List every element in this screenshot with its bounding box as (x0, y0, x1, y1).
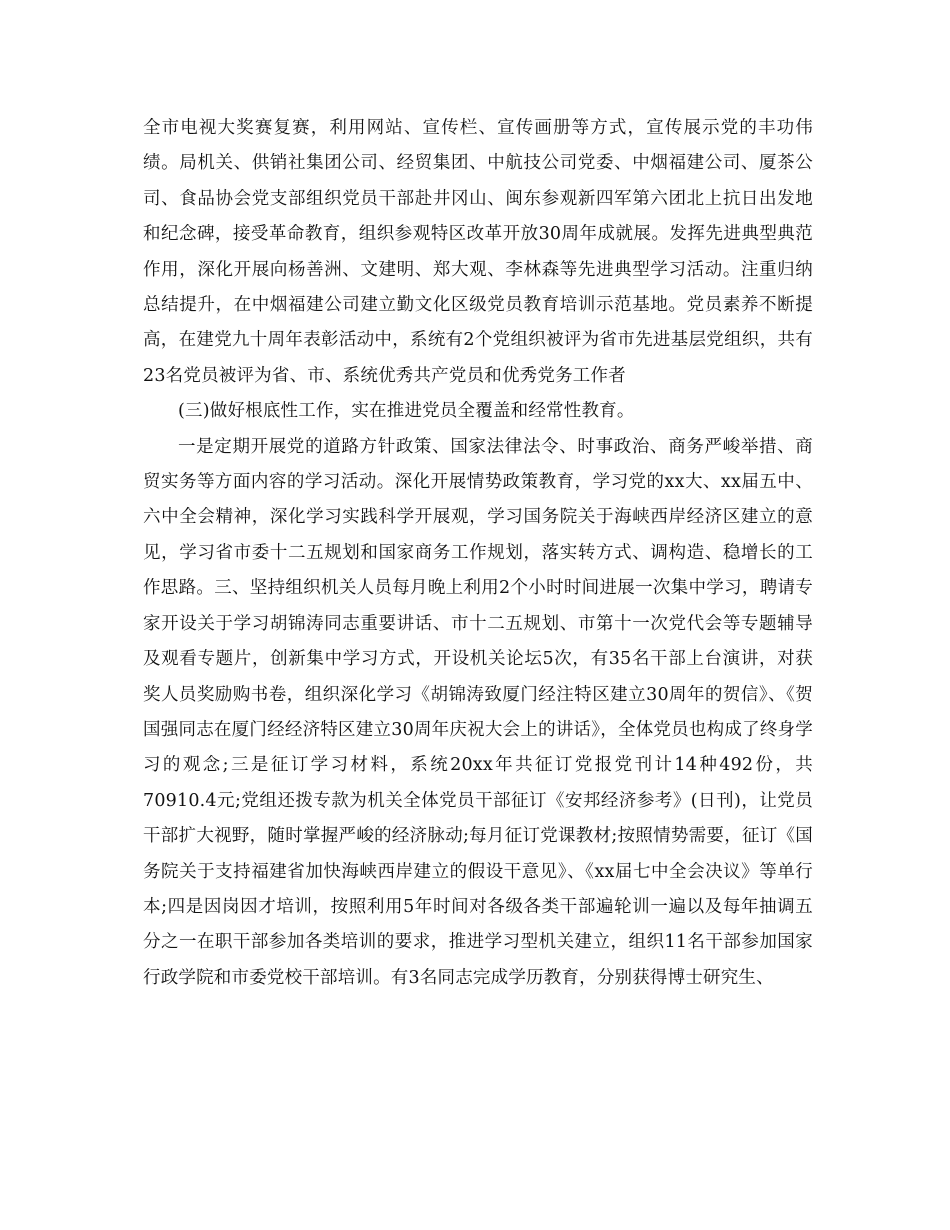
document-body (143, 111, 813, 996)
paragraph-section-heading: (三)做好根底性工作，实在推进党员全覆盖和经常性教育。 (178, 401, 635, 422)
paragraph-body: 一是定期开展党的道路方针政策、国家法律法令、时事政治、商务严峻举措、商贸实务等方面内容的学习活动。深化开展情势政策教育，学习党的xx大、xx届五中、六中全会精神，深化学习实践科学开展观，学习国务院关于海峡西岸经济区建立的意见，学习省市委十二五规划和国家商务工作规划，落实转方式、调构造、稳增长的工作思路。三、坚持组织机关人员每月晚上利用2个小时时间进展一次集中学习，聘请专家开设关于学习胡锦涛同志重要讲话、市十二五规划、市第十一次党代会等专题辅导及观看专题片，创新集中学习方式，开设机关论坛5次，有35名干部上台演讲，对获奖人员奖励购书卷，组织深化学习《胡锦涛致厦门经注特区建立30周年的贺信》、《贺国强同志在厦门经经济特区建立30周年庆祝大会上的讲话》，全体党员也构成了终身学习的观念;三是征订学习材料，系统20xx年共征订党报党刊计14种492份，共70910.4元;党组还拨专款为机关全体党员干部征订《安邦经济参考》(日刊)，让党员干部扩大视野，随时掌握严峻的经济脉动;每月征订党课教材;按照情势需要，征订《国务院关于支持福建省加快海峡西岸建立的假设干意见》、《xx届七中全会决议》等单行本;四是因岗因才培训，按照利用5年时间对各级各类干部遍轮训一遍以及每年抽调五分之一在职干部参加各类培训的要求，推进学习型机关建立，组织11名干部参加国家行政学院和市委党校干部培训。有3名同志完成学历教育，分别获得博士研究生、 (143, 436, 813, 988)
paragraph-continuation: 全市电视大奖赛复赛，利用网站、宣传栏、宣传画册等方式，宣传展示党的丰功伟绩。局机关、供销社集团公司、经贸集团、中航技公司党委、中烟福建公司、厦茶公司、食品协会党支部组织党员干部赴井冈山、闽东参观新四军第六团北上抗日出发地和纪念碑，接受革命教育，组织参观特区改革开放30周年成就展。发挥先进典型典范作用，深化开展向杨善洲、文建明、郑大观、李林森等先进典型学习活动。注重归纳总结提升，在中烟福建公司建立勤文化区级党员教育培训示范基地。党员素养不断提高，在建党九十周年表彰活动中，系统有2个党组织被评为省市先进基层党组织，共有23名党员被评为省、市、系统优秀共产党员和优秀党务工作者 (143, 118, 813, 386)
